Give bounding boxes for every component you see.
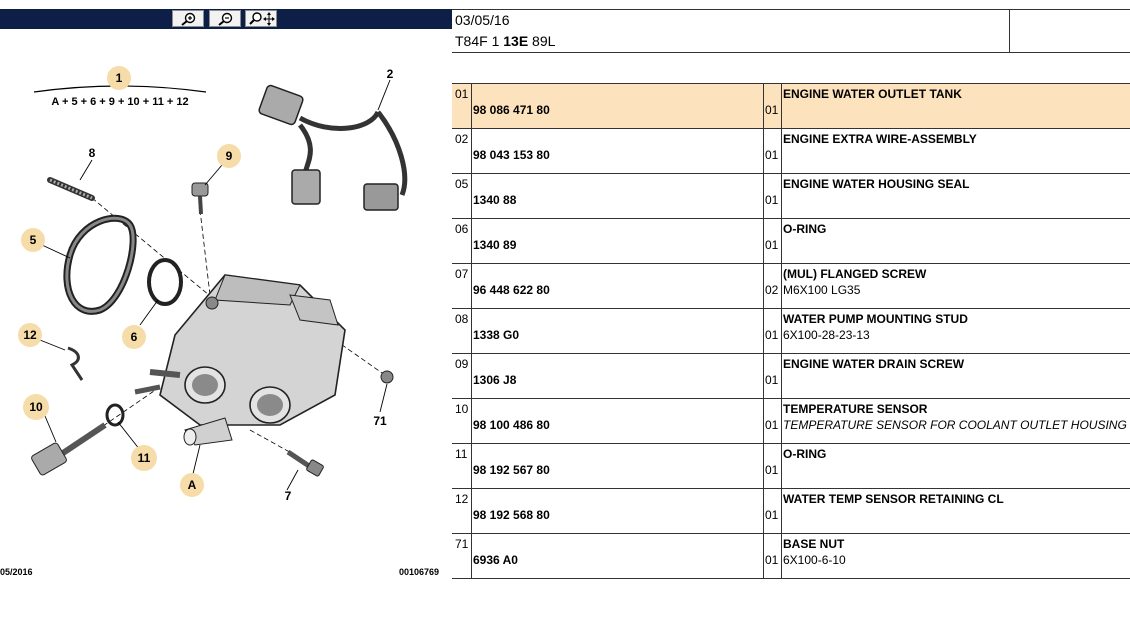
part-detail: M6X100 LG35: [783, 283, 861, 297]
description-cell: [781, 219, 1130, 263]
part-reference[interactable]: 98 043 153 80: [473, 148, 550, 162]
row-index-cell: [452, 534, 472, 578]
description-cell: [781, 129, 1130, 173]
callout-6[interactable]: 6: [130, 330, 138, 344]
quantity: 01: [765, 553, 779, 567]
zoom-move-button[interactable]: [245, 10, 277, 27]
row-index-cell: [452, 129, 472, 173]
vehicle-code-suffix: 89L: [528, 33, 556, 49]
row-index: 71: [455, 537, 469, 551]
part-reference[interactable]: 98 100 486 80: [473, 418, 550, 432]
table-row[interactable]: [452, 309, 1130, 354]
row-index-cell: [452, 84, 472, 128]
callout-9[interactable]: 9: [225, 149, 233, 163]
part-name: (MUL) FLANGED SCREW: [783, 267, 927, 281]
quantity-cell: [763, 399, 782, 443]
water-outlet-housing: [135, 275, 345, 445]
diagram-code: 00106769: [399, 567, 440, 577]
table-row[interactable]: [452, 264, 1130, 309]
row-index: 06: [455, 222, 469, 236]
table-row[interactable]: [452, 399, 1130, 444]
quantity: 01: [765, 328, 779, 342]
quantity: 01: [765, 193, 779, 207]
callout-12[interactable]: 12: [23, 328, 37, 342]
description-cell: [781, 84, 1130, 128]
callout-11[interactable]: 11: [137, 451, 151, 465]
callout-5[interactable]: 5: [29, 233, 37, 247]
part-reference-cell: [471, 264, 764, 308]
zoom-in-icon: [173, 11, 203, 26]
row-index-cell: [452, 444, 472, 488]
quantity: 01: [765, 148, 779, 162]
row-index: 05: [455, 177, 469, 191]
description-cell: [781, 534, 1130, 578]
row-index: 02: [455, 132, 469, 146]
quantity: 01: [765, 103, 779, 117]
row-index-cell: [452, 264, 472, 308]
base-nut-part-71: [381, 371, 393, 383]
row-index-cell: [452, 399, 472, 443]
callout-10[interactable]: 10: [29, 400, 43, 414]
row-index-cell: [452, 489, 472, 533]
callout-71[interactable]: 71: [373, 414, 387, 428]
callout-7[interactable]: 7: [284, 489, 292, 503]
quantity-cell: [763, 84, 782, 128]
part-reference[interactable]: 96 448 622 80: [473, 283, 550, 297]
callout-A[interactable]: A: [187, 478, 197, 492]
table-row[interactable]: [452, 84, 1130, 129]
table-row[interactable]: [452, 354, 1130, 399]
part-reference-cell: [471, 174, 764, 218]
zoom-toolbar: [0, 9, 452, 29]
callout-2[interactable]: 2: [386, 67, 394, 81]
stud-part-8: [50, 180, 92, 198]
row-index: 08: [455, 312, 469, 326]
table-row[interactable]: [452, 444, 1130, 489]
part-reference-cell: [471, 489, 764, 533]
gasket-part-5: [67, 218, 133, 311]
part-reference-cell: [471, 354, 764, 398]
quantity-cell: [763, 354, 782, 398]
row-index-cell: [452, 219, 472, 263]
flanged-screw-part-7: [288, 452, 324, 477]
callout-8[interactable]: 8: [88, 146, 96, 160]
part-name: ENGINE WATER OUTLET TANK: [783, 87, 962, 101]
description-cell: [781, 489, 1130, 533]
quantity-cell: [763, 534, 782, 578]
description-cell: [781, 399, 1130, 443]
quantity-cell: [763, 444, 782, 488]
quantity: 01: [765, 508, 779, 522]
exploded-parts-diagram: [0, 30, 452, 619]
part-reference-cell: [471, 309, 764, 353]
part-name: BASE NUT: [783, 537, 845, 551]
quantity-cell: [763, 219, 782, 263]
row-index: 09: [455, 357, 469, 371]
part-name: ENGINE EXTRA WIRE-ASSEMBLY: [783, 132, 977, 146]
table-row[interactable]: [452, 174, 1130, 219]
quantity: 01: [765, 463, 779, 477]
o-ring-part-6: [149, 260, 181, 304]
part-reference-cell: [471, 129, 764, 173]
zoom-out-button[interactable]: [209, 10, 241, 27]
description-cell: [781, 354, 1130, 398]
zoom-move-icon: [246, 11, 276, 26]
vehicle-code-bold: 13E: [503, 33, 529, 49]
row-index: 11: [455, 447, 468, 461]
description-cell: [781, 309, 1130, 353]
catalog-header: [452, 9, 1130, 53]
part-detail: TEMPERATURE SENSOR FOR COOLANT OUTLET HOUSING: [783, 418, 1127, 432]
parts-pane: [452, 0, 1130, 619]
table-row[interactable]: [452, 489, 1130, 534]
wire-harness-part-2: [258, 84, 405, 210]
part-name: ENGINE WATER HOUSING SEAL: [783, 177, 970, 191]
part-name: TEMPERATURE SENSOR: [783, 402, 928, 416]
row-index: 10: [455, 402, 469, 416]
temperature-sensor-part-10: [31, 425, 105, 476]
quantity-cell: [763, 129, 782, 173]
callout-1[interactable]: 1: [115, 71, 123, 85]
description-cell: [781, 264, 1130, 308]
part-reference-cell: [471, 399, 764, 443]
quantity-cell: [763, 489, 782, 533]
part-reference[interactable]: 6936 A0: [473, 553, 518, 567]
catalog-date: 03/05/16: [455, 12, 510, 28]
part-reference-cell: [471, 444, 764, 488]
quantity-cell: [763, 309, 782, 353]
quantity: 02: [765, 283, 779, 297]
part-detail: 6X100-28-23-13: [783, 328, 870, 342]
part-reference[interactable]: 1340 89: [473, 238, 517, 252]
description-cell: [781, 174, 1130, 218]
drain-screw-part-9: [192, 183, 208, 214]
quantity: 01: [765, 238, 779, 252]
part-name: O-RING: [783, 447, 827, 461]
clip-part-12: [68, 348, 82, 380]
part-reference[interactable]: 1340 88: [473, 193, 517, 207]
quantity: 01: [765, 418, 779, 432]
row-index-cell: [452, 174, 472, 218]
o-ring-part-11: [107, 405, 123, 425]
quantity-cell: [763, 264, 782, 308]
table-row[interactable]: [452, 534, 1130, 579]
parts-table: [452, 84, 1130, 579]
zoom-in-button[interactable]: [172, 10, 204, 27]
header-divider: [1009, 10, 1010, 52]
quantity: 01: [765, 373, 779, 387]
table-row[interactable]: [452, 129, 1130, 174]
row-index: 12: [455, 492, 469, 506]
row-index: 07: [455, 267, 469, 281]
row-index: 01: [455, 87, 469, 101]
part-reference-cell: [471, 84, 764, 128]
part-reference[interactable]: 98 192 568 80: [473, 508, 550, 522]
part-reference[interactable]: 98 192 567 80: [473, 463, 550, 477]
diagram-pane: [0, 0, 452, 619]
table-row[interactable]: [452, 219, 1130, 264]
vehicle-code: [455, 33, 555, 49]
row-index-cell: [452, 309, 472, 353]
part-reference-cell: [471, 534, 764, 578]
part-reference[interactable]: 1338 G0: [473, 328, 520, 342]
assembly-formula: A + 5 + 6 + 9 + 10 + 11 + 12: [51, 96, 189, 108]
part-name: O-RING: [783, 222, 827, 236]
quantity-cell: [763, 174, 782, 218]
part-detail: 6X100-6-10: [783, 553, 846, 567]
part-name: ENGINE WATER DRAIN SCREW: [783, 357, 965, 371]
part-reference-cell: [471, 219, 764, 263]
zoom-out-icon: [210, 11, 240, 26]
part-reference[interactable]: 1306 J8: [473, 373, 517, 387]
vehicle-code-prefix: T84F 1: [455, 33, 504, 49]
part-reference[interactable]: 98 086 471 80: [473, 103, 550, 117]
part-name: WATER PUMP MOUNTING STUD: [783, 312, 968, 326]
description-cell: [781, 444, 1130, 488]
part-name: WATER TEMP SENSOR RETAINING CL: [783, 492, 1004, 506]
row-index-cell: [452, 354, 472, 398]
diagram-date: 05/2016: [0, 567, 33, 577]
